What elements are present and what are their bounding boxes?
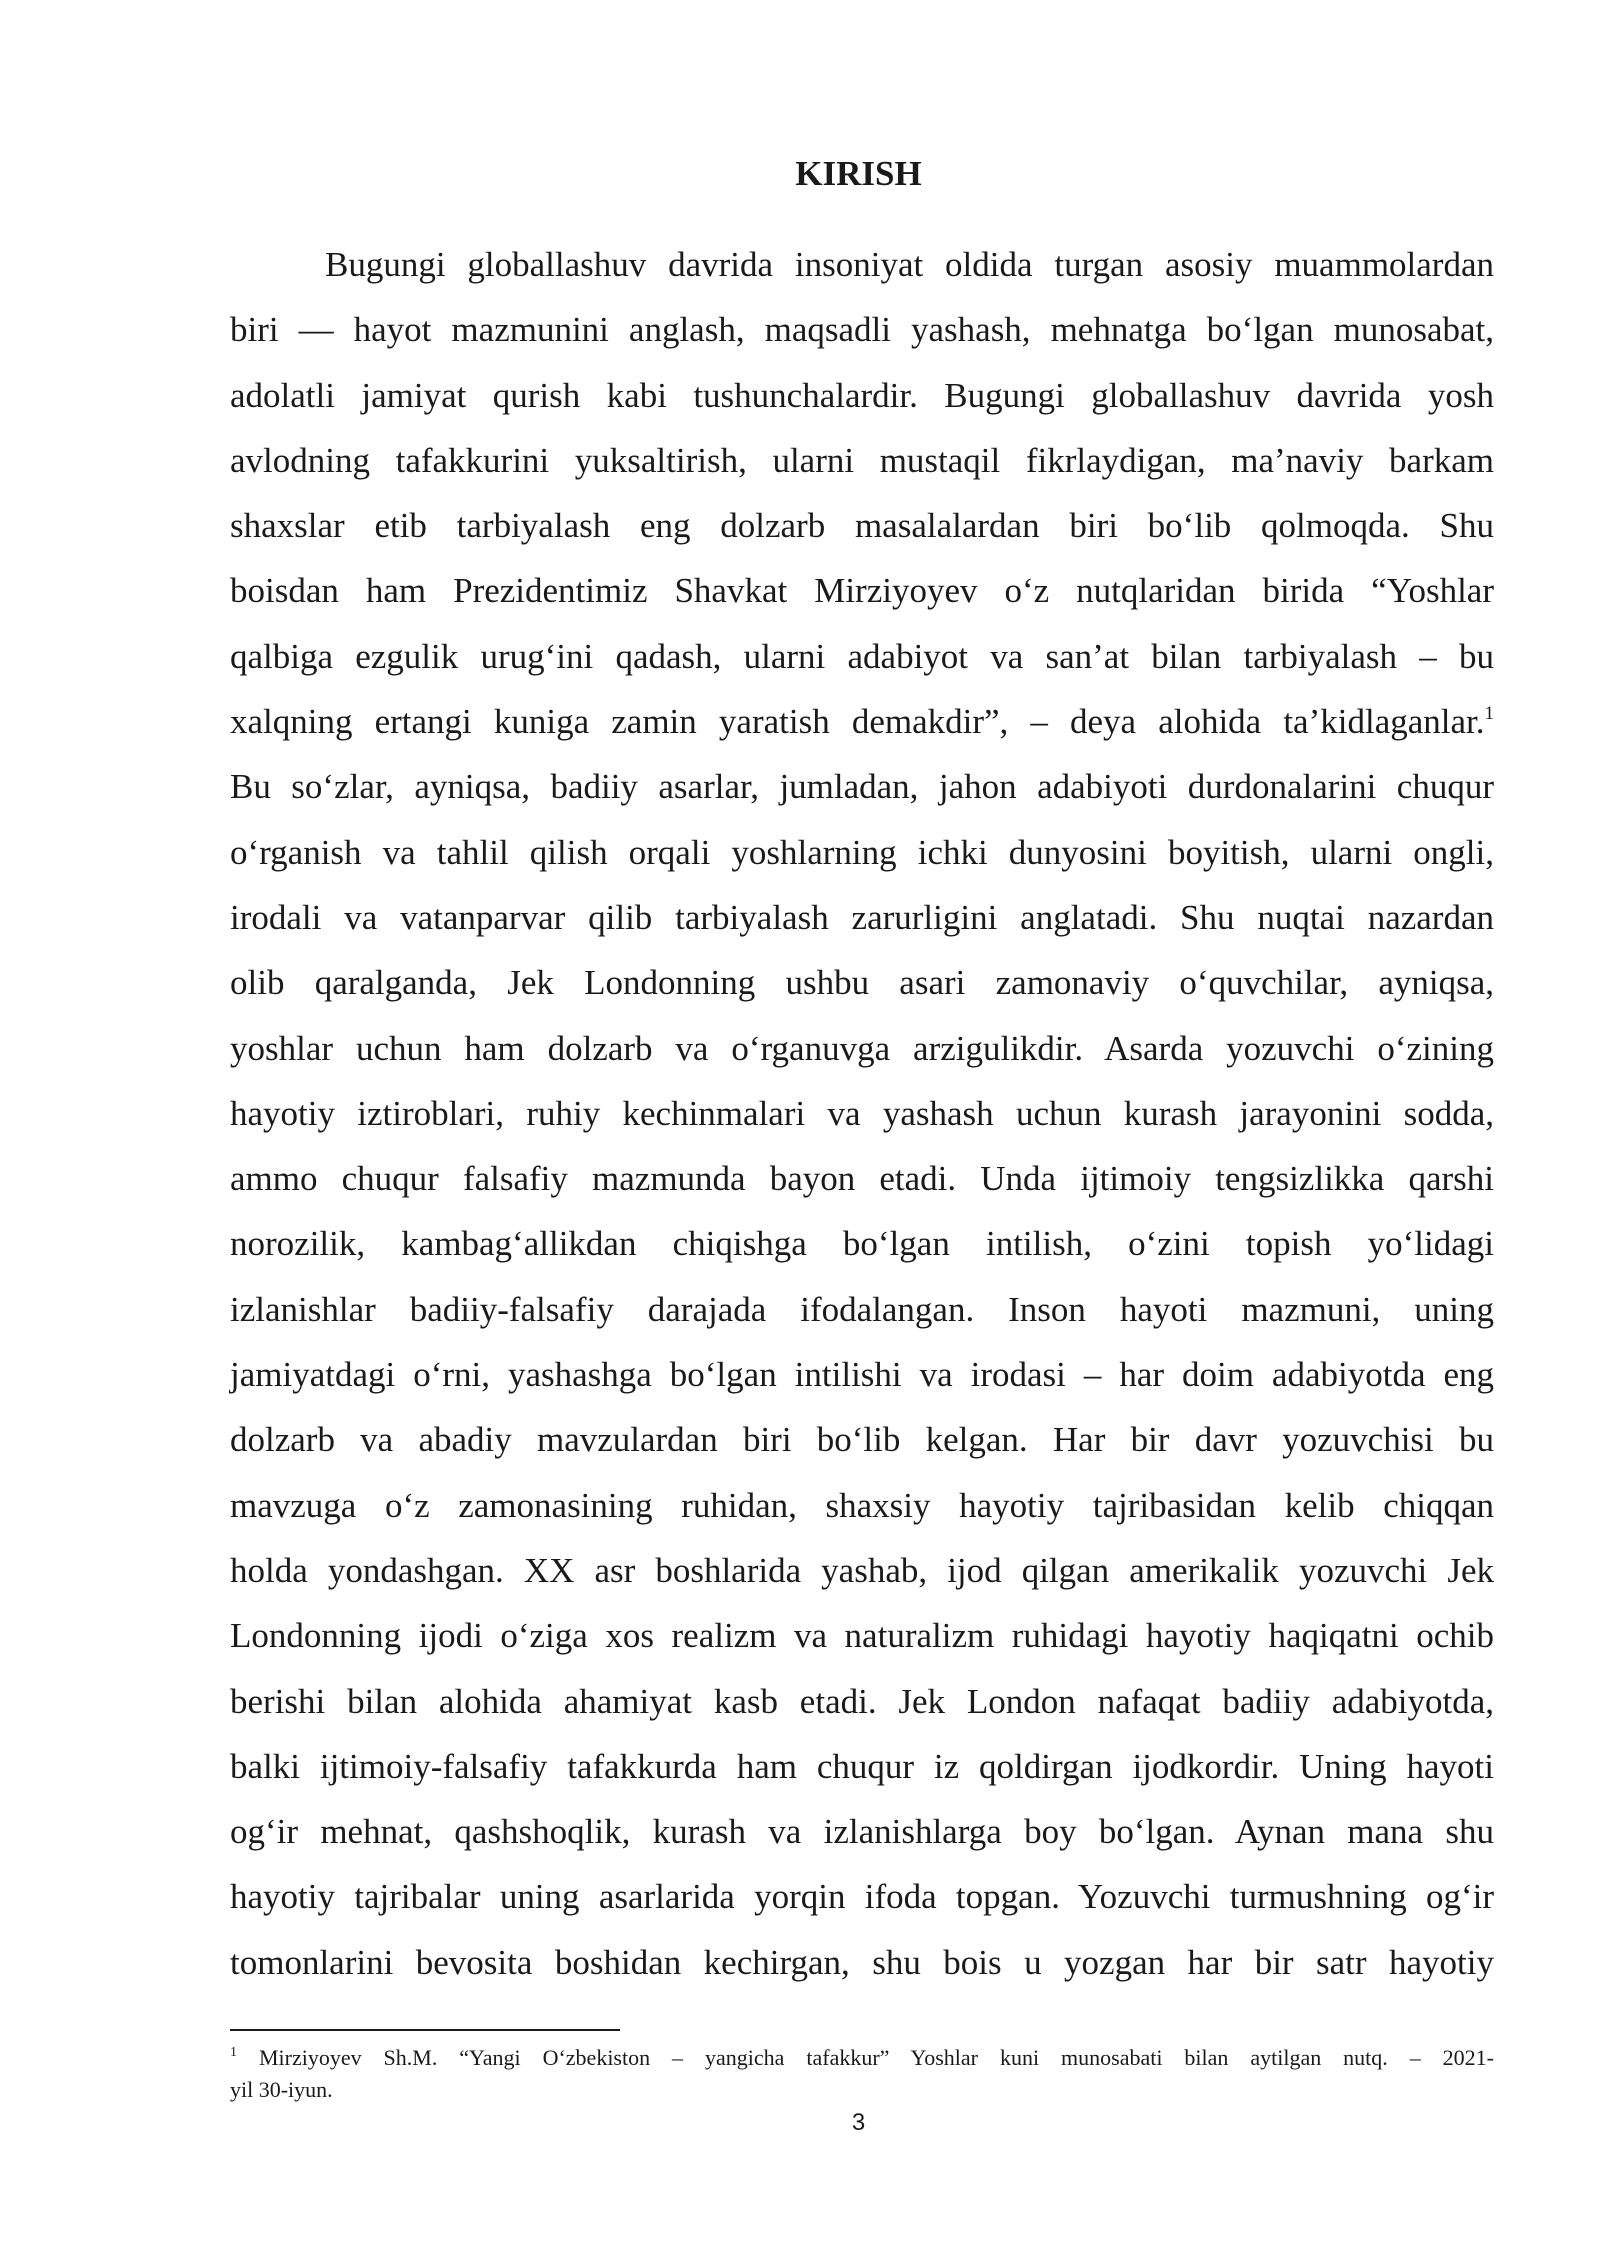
footnote xyxy=(230,2042,1494,2106)
paragraph-line: Bu so‘zlar, ayniqsa, badiiy asarlar, jumladan, jahon adabiyoti durdonalarini chuqur xyxy=(230,767,1494,807)
paragraph-line: mavzuga o‘z zamonasining ruhidan, shaxsiy hayotiy tajribasidan kelib chiqqan xyxy=(230,1485,1494,1525)
paragraph-line: shaxslar etib tarbiyalash eng dolzarb masalalardan biri bo‘lib qolmoqda. Shu xyxy=(230,506,1494,546)
paragraph-line: qalbiga ezgulik urug‘ini qadash, ularni adabiyot va san’at bilan tarbiyalash – bu xyxy=(230,636,1494,676)
paragraph-line-with-footnote xyxy=(230,689,1494,754)
footnote-reference[interactable]: 1 xyxy=(1484,703,1494,725)
paragraph-line: irodali va vatanparvar qilib tarbiyalash zarurligini anglatadi. Shu nuqtai nazardan xyxy=(230,897,1494,937)
footnote-line xyxy=(230,2042,1494,2074)
paragraph-line: og‘ir mehnat, qashshoqlik, kurash va izlanishlarga boy bo‘lgan. Aynan mana shu xyxy=(230,1812,1494,1852)
paragraph-line: Bugungi globallashuv davrida insoniyat oldida turgan asosiy muammolardan xyxy=(325,245,1494,284)
paragraph-line: hayotiy tajribalar uning asarlarida yorqin ifoda topgan. Yozuvchi turmushning og‘ir xyxy=(230,1877,1494,1917)
footnote-line: yil 30-iyun. xyxy=(230,2077,333,2102)
paragraph-line: izlanishlar badiiy-falsafiy darajada ifodalangan. Inson hayoti mazmuni, uning xyxy=(230,1289,1494,1329)
paragraph-line: hayotiy iztiroblari, ruhiy kechinmalari va yashash uchun kurash jarayonini sodda, xyxy=(230,1093,1494,1133)
footnote-separator xyxy=(230,2029,620,2031)
body-paragraph xyxy=(230,232,1494,1995)
paragraph-line: dolzarb va abadiy mavzulardan biri bo‘lib kelgan. Har bir davr yozuvchisi bu xyxy=(230,1420,1494,1460)
paragraph-line: biri — hayot mazmunini anglash, maqsadli yashash, mehnatga bo‘lgan munosabat, xyxy=(230,310,1494,350)
paragraph-line: boisdan ham Prezidentimiz Shavkat Mirziyoyev o‘z nutqlaridan birida “Yoshlar xyxy=(230,571,1494,611)
paragraph-line: olib qaralganda, Jek Londonning ushbu asari zamonaviy o‘quvchilar, ayniqsa, xyxy=(230,963,1494,1003)
paragraph-line: jamiyatdagi o‘rni, yashashga bo‘lgan intilishi va irodasi – har doim adabiyotda eng xyxy=(230,1355,1494,1395)
paragraph-line: Londonning ijodi o‘ziga xos realizm va naturalizm ruhidagi hayotiy haqiqatni ochib xyxy=(230,1616,1494,1656)
paragraph-line: avlodning tafakkurini yuksaltirish, ularni mustaqil fikrlaydigan, ma’naviy barkam xyxy=(230,440,1494,480)
section-heading: KIRISH xyxy=(795,154,922,193)
paragraph-line: holda yondashgan. XX asr boshlarida yashab, ijod qilgan amerikalik yozuvchi Jek xyxy=(230,1550,1494,1590)
footnote-text: Mirziyoyev Sh.M. “Yangi O‘zbekiston – yangicha tafakkur” Yoshlar kuni munosabati bilan aytilgan nutq. – 2021- xyxy=(258,2045,1494,2070)
paragraph-line: yoshlar uchun ham dolzarb va o‘rganuvga arzigulikdir. Asarda yozuvchi o‘zining xyxy=(230,1028,1494,1068)
paragraph-line: o‘rganish va tahlil qilish orqali yoshlarning ichki dunyosini boyitish, ularni ongli, xyxy=(230,832,1494,872)
paragraph-line: norozilik, kambag‘allikdan chiqishga bo‘lgan intilish, o‘zini topish yo‘lidagi xyxy=(230,1224,1494,1264)
paragraph-line: berishi bilan alohida ahamiyat kasb etadi. Jek London nafaqat badiiy adabiyotda, xyxy=(230,1681,1494,1721)
paragraph-line: adolatli jamiyat qurish kabi tushunchalardir. Bugungi globallashuv davrida yosh xyxy=(230,375,1494,415)
paragraph-line-text: xalqning ertangi kuniga zamin yaratish demakdir”, – deya alohida ta’kidlaganlar. xyxy=(230,702,1485,742)
paragraph-line: ammo chuqur falsafiy mazmunda bayon etadi. Unda ijtimoiy tengsizlikka qarshi xyxy=(230,1159,1494,1199)
paragraph-line: balki ijtimoiy-falsafiy tafakkurda ham chuqur iz qoldirgan ijodkordir. Uning hayoti xyxy=(230,1746,1494,1786)
footnote-marker: 1 xyxy=(230,2045,237,2060)
page-number: 3 xyxy=(851,2109,866,2136)
paragraph-line: tomonlarini bevosita boshidan kechirgan, shu bois u yozgan har bir satr hayotiy xyxy=(230,1942,1494,1982)
